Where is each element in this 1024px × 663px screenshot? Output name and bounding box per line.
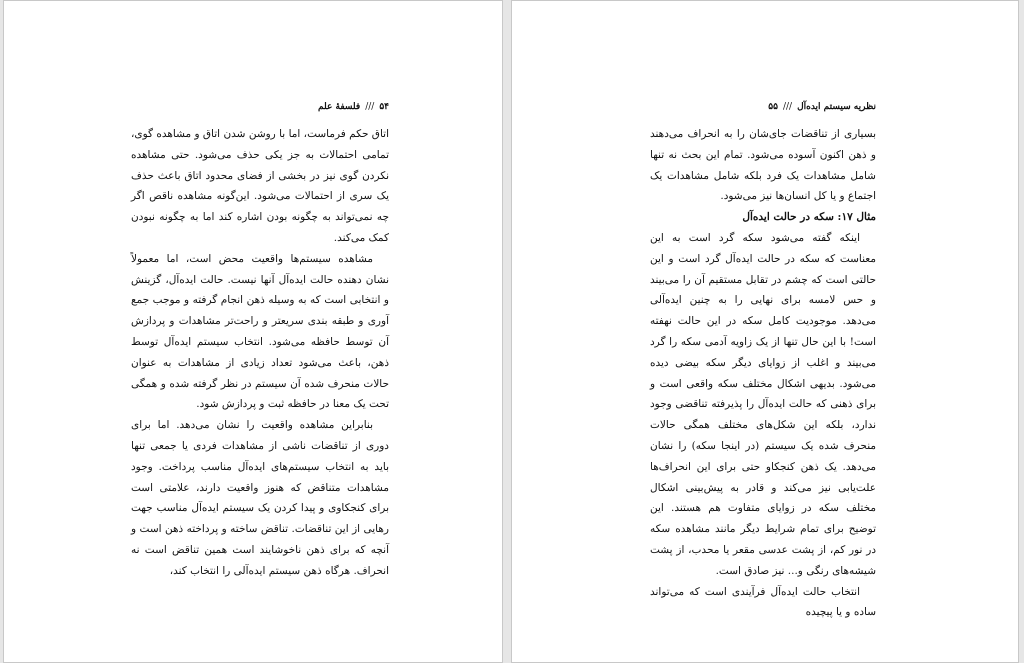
header-separator: ///: [365, 102, 375, 112]
page-body-right: [650, 124, 876, 623]
page-number: ۵۴: [379, 102, 389, 112]
running-title: فلسفهٔ علم: [318, 102, 361, 112]
paragraph: اتاق حکم فرماست، اما با روشن شدن اتاق و مشاهده گوی، تمامی احتمالات به جز یکی حذف می‌شود. حتی مشاهده نکردن گوی نیز در بخشی از فضای محدود اتاق باعث حذف یک سری از احتمالات می‌شود. این‌گونه مشاهده ناقص اگر چه نمی‌تواند به چگونه بودن اشاره کند اما به چگونه نبودن کمک می‌کند.: [131, 128, 389, 244]
paragraph: بنابراین مشاهده واقعیت را نشان می‌دهد. اما برای دوری از تناقضات ناشی از مشاهدات فردی یا جمعی تنها باید به انتخاب سیستم‌های ایده‌آل مناسب پرداخت. وجود مشاهدات متناقض که هنوز واقعیت دارند، علامتی است برای کنجکاوی و پیدا کردن یک سیستم ایده‌آل مناسب جهت رهایی از این تناقضات. تناقض ساخته و پرداخته ذهن است و آنچه که برای ذهن ناخوشایند است همین تناقض است نه انحراف. هرگاه ذهن سیستم ایده‌آلی را انتخاب کند،: [131, 419, 389, 577]
page-number: ۵۵: [768, 102, 778, 112]
paragraph: انتخاب حالت ایده‌آل فرآیندی است که می‌تواند ساده و یا پیچیده: [650, 585, 876, 619]
page-header-right: [768, 102, 876, 112]
paragraph: بسیاری از تناقضات جای‌شان را به انحراف می‌دهند و ذهن اکنون آسوده می‌شود. تمام این بحث نه تنها شامل مشاهدات یک فرد بلکه شامل مشاهدات یک اجتماع و یا کل انسان‌ها نیز می‌شود.: [650, 128, 876, 203]
page-header-left: [318, 102, 389, 112]
right-page: [511, 0, 1019, 663]
section-title: مثال ۱۷: سکه در حالت ایده‌آل: [742, 211, 876, 224]
page-body-left: [131, 124, 389, 582]
header-separator: ///: [782, 102, 793, 112]
left-page: [3, 0, 503, 663]
running-title: نظریه سیستم ایده‌آل: [797, 102, 876, 112]
paragraph: مشاهده سیستم‌ها واقعیت محض است، اما معمولاً نشان دهنده حالت ایده‌آل آنها نیست. حالت ایده‌آل، گزینش و انتخابی است که به وسیله ذهن انجام گرفته و موجب جمع آوری و طبقه بندی سریعتر و راحت‌تر مشاهدات و پردازش آن توسط حافظه می‌شود. انتخاب سیستم ایده‌آل توسط ذهن، باعث می‌شود تعداد زیادی از مشاهدات به عنوان حالات منحرف شده آن سیستم در نظر گرفته شده و همگی تحت یک معنا در حافظه ثبت و پردازش شود.: [131, 252, 389, 411]
paragraph: اینکه گفته می‌شود سکه گرد است به این معناست که سکه در حالت ایده‌آل گرد است و این حالتی است که چشم در تقابل مستقیم آن را می‌بیند و حس لامسه برای نهایی را به چنین ایده‌آلی می‌دهد. موجودیت کامل سکه در این حالت نهفته است! با این حال تنها از یک زاویه آدمی سکه را گرد می‌بیند و اغلب از زوایای دیگر سکه بیضی دیده می‌شود. بدیهی اشکال مختلف سکه واقعی است و برای ذهنی که حالت ایده‌آل را پذیرفته تناقضی وجود ندارد، بلکه این شکل‌های مختلف همگی حالات منحرف شده یک سیستم (در اینجا سکه) را نشان می‌دهد. یک ذهن کنجکاو حتی برای این انحراف‌ها علت‌یابی نیز می‌کند و قادر به پیش‌بینی اشکال مختلف سکه در زوایای متفاوت هم هستند. این توضیح برای تمام شرایط دیگر مانند مشاهده سکه در نور کم، از پشت عدسی مقعر یا محدب، از پشت شیشه‌های رنگی و... نیز صادق است.: [650, 231, 876, 577]
